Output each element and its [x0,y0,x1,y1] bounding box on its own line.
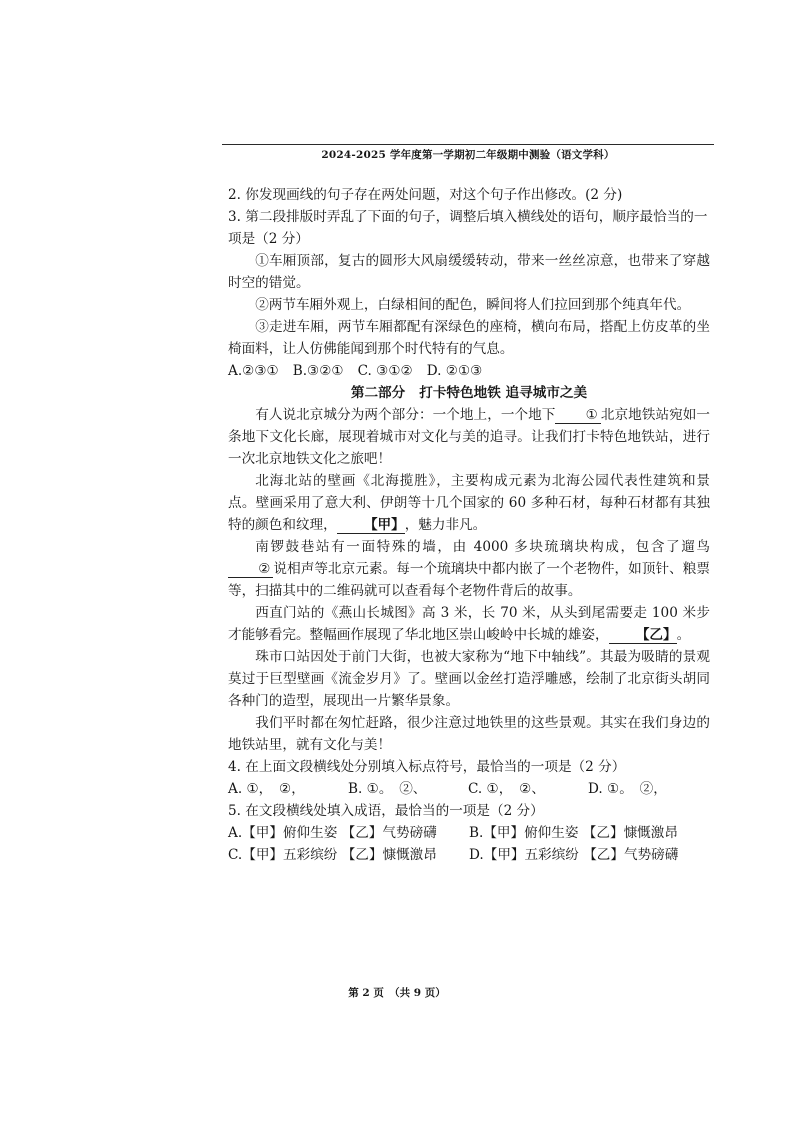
q5-options-row-2 [228,844,710,866]
question-3-stem: 3. 第二段排版时弄乱了下面的句子，调整后填入横线处的语句，顺序最恰当的一项是（2 分） [228,209,708,247]
exam-content [228,184,710,866]
p2-text-b: ，魅力非凡。 [404,517,487,533]
p4-text-b: 。 [676,627,691,643]
q4-option-b: B. ①。 ②、 [348,781,427,797]
part2-paragraph-6: 我们平时都在匆忙赶路，很少注意过地铁里的这些景观。其实在我们身边的地铁站里，就有文化与美！ [228,715,710,753]
blank-mark-2: ② [228,561,273,578]
q5-option-a: A.【甲】俯仰生姿 【乙】气势磅礴 [228,825,437,841]
blank-mark-1: ① [555,407,600,424]
part2-paragraph-5: 珠市口站因处于前门大街，也被大家称为“地下中轴线”。其最为吸睛的景观莫过于巨型壁画《流金岁月》了。壁画以金丝打造浮雕感，绘制了北京街头胡同各种门的造型，展现出一片繁华景象。 [228,649,710,709]
part2-paragraph-3 [228,536,710,602]
p1-text-a: 有人说北京城分为两个部分：一个地上，一个地下 [255,407,556,423]
part2-title [228,382,710,404]
p1-text-b: 北京地铁站宛如一条地下文化长廊，展现着城市对文化与美的追寻。让我们打卡特色地铁站，进行一次北京地铁文化之旅吧！ [228,407,711,467]
q4-options [228,778,710,800]
p3-text-a: 南锣鼓巷站有一面特殊的墙，由 4000 多块琉璃块构成，包含了遛鸟 [255,539,710,555]
q5-option-d: D.【甲】五彩缤纷 【乙】气势磅礴 [469,847,679,863]
question-5-stem: 5. 在文段横线处填入成语，最恰当的一项是（2 分） [228,803,544,819]
q3-options [228,360,710,382]
q5-option-c: C.【甲】五彩缤纷 【乙】慷慨激昂 [228,847,437,863]
p4-text-a: 西直门站的《燕山长城图》高 3 米，长 70 米，从头到尾需要走 100 米步才能够看完。整幅画作展现了华北地区崇山峻岭中长城的雄姿， [228,605,710,643]
page-header: 2024-2025 学年度第一学期初二年级期中测验（语文学科） [222,144,714,162]
blank-jia: 【甲】 [337,517,405,534]
q3-item-1: ①车厢顶部，复古的圆形大风扇缓缓转动，带来一丝丝凉意，也带来了穿越时空的错觉。 [228,253,710,291]
q5-options-row-1 [228,822,710,844]
q4-option-d: D. ①。 ②， [588,781,667,797]
blank-yi: 【乙】 [609,627,677,644]
part2-paragraph-2 [228,470,710,536]
q4-option-a: A. ①， ②， [228,781,305,797]
question-4-stem: 4. 在上面文段横线处分别填入标点符号，最恰当的一项是（2 分） [228,759,626,775]
q3-item-2: ②两节车厢外观上，白绿相间的配色，瞬间将人们拉回到那个纯真年代。 [255,297,691,313]
q3-option-b: B.③②① [292,363,344,379]
q5-option-b: B.【甲】俯仰生姿 【乙】慷慨激昂 [469,825,678,841]
part2-paragraph-1 [228,404,710,470]
q3-item-3: ③走进车厢，两节车厢都配有深绿色的座椅，横向布局，搭配上仿皮革的坐椅面料，让人仿佛能闻到那个时代特有的气息。 [228,319,710,357]
q3-option-d: D. ②①③ [426,363,483,379]
question-2: 2. 你发现画线的句子存在两处问题，对这个句子作出修改。(2 分) [228,187,623,203]
part2-title-text: 打卡特色地铁 追寻城市之美 [419,385,588,401]
q3-option-c: C. ③①② [357,363,413,379]
part2-paragraph-4 [228,602,710,646]
part2-title-label: 第二部分 [350,385,406,401]
p2-text-a: 北海北站的壁画《北海揽胜》，主要构成元素为北海公园代表性建筑和景点。壁画采用了意大利、伊朗等十几个国家的 60 多种石材，每种石材都有其独特的颜色和纹理， [228,473,710,533]
p3-text-b: 说相声等北京元素。每一个琉璃块中都内嵌了一个老物件，如顶针、粮票等，扫描其中的二维码就可以查看每个老物件背后的故事。 [228,561,710,599]
page-footer: 第 2 页 （共 9 页） [348,987,446,999]
q3-option-a: A.②③① [228,363,279,379]
q4-option-c: C. ①， ②、 [468,781,545,797]
